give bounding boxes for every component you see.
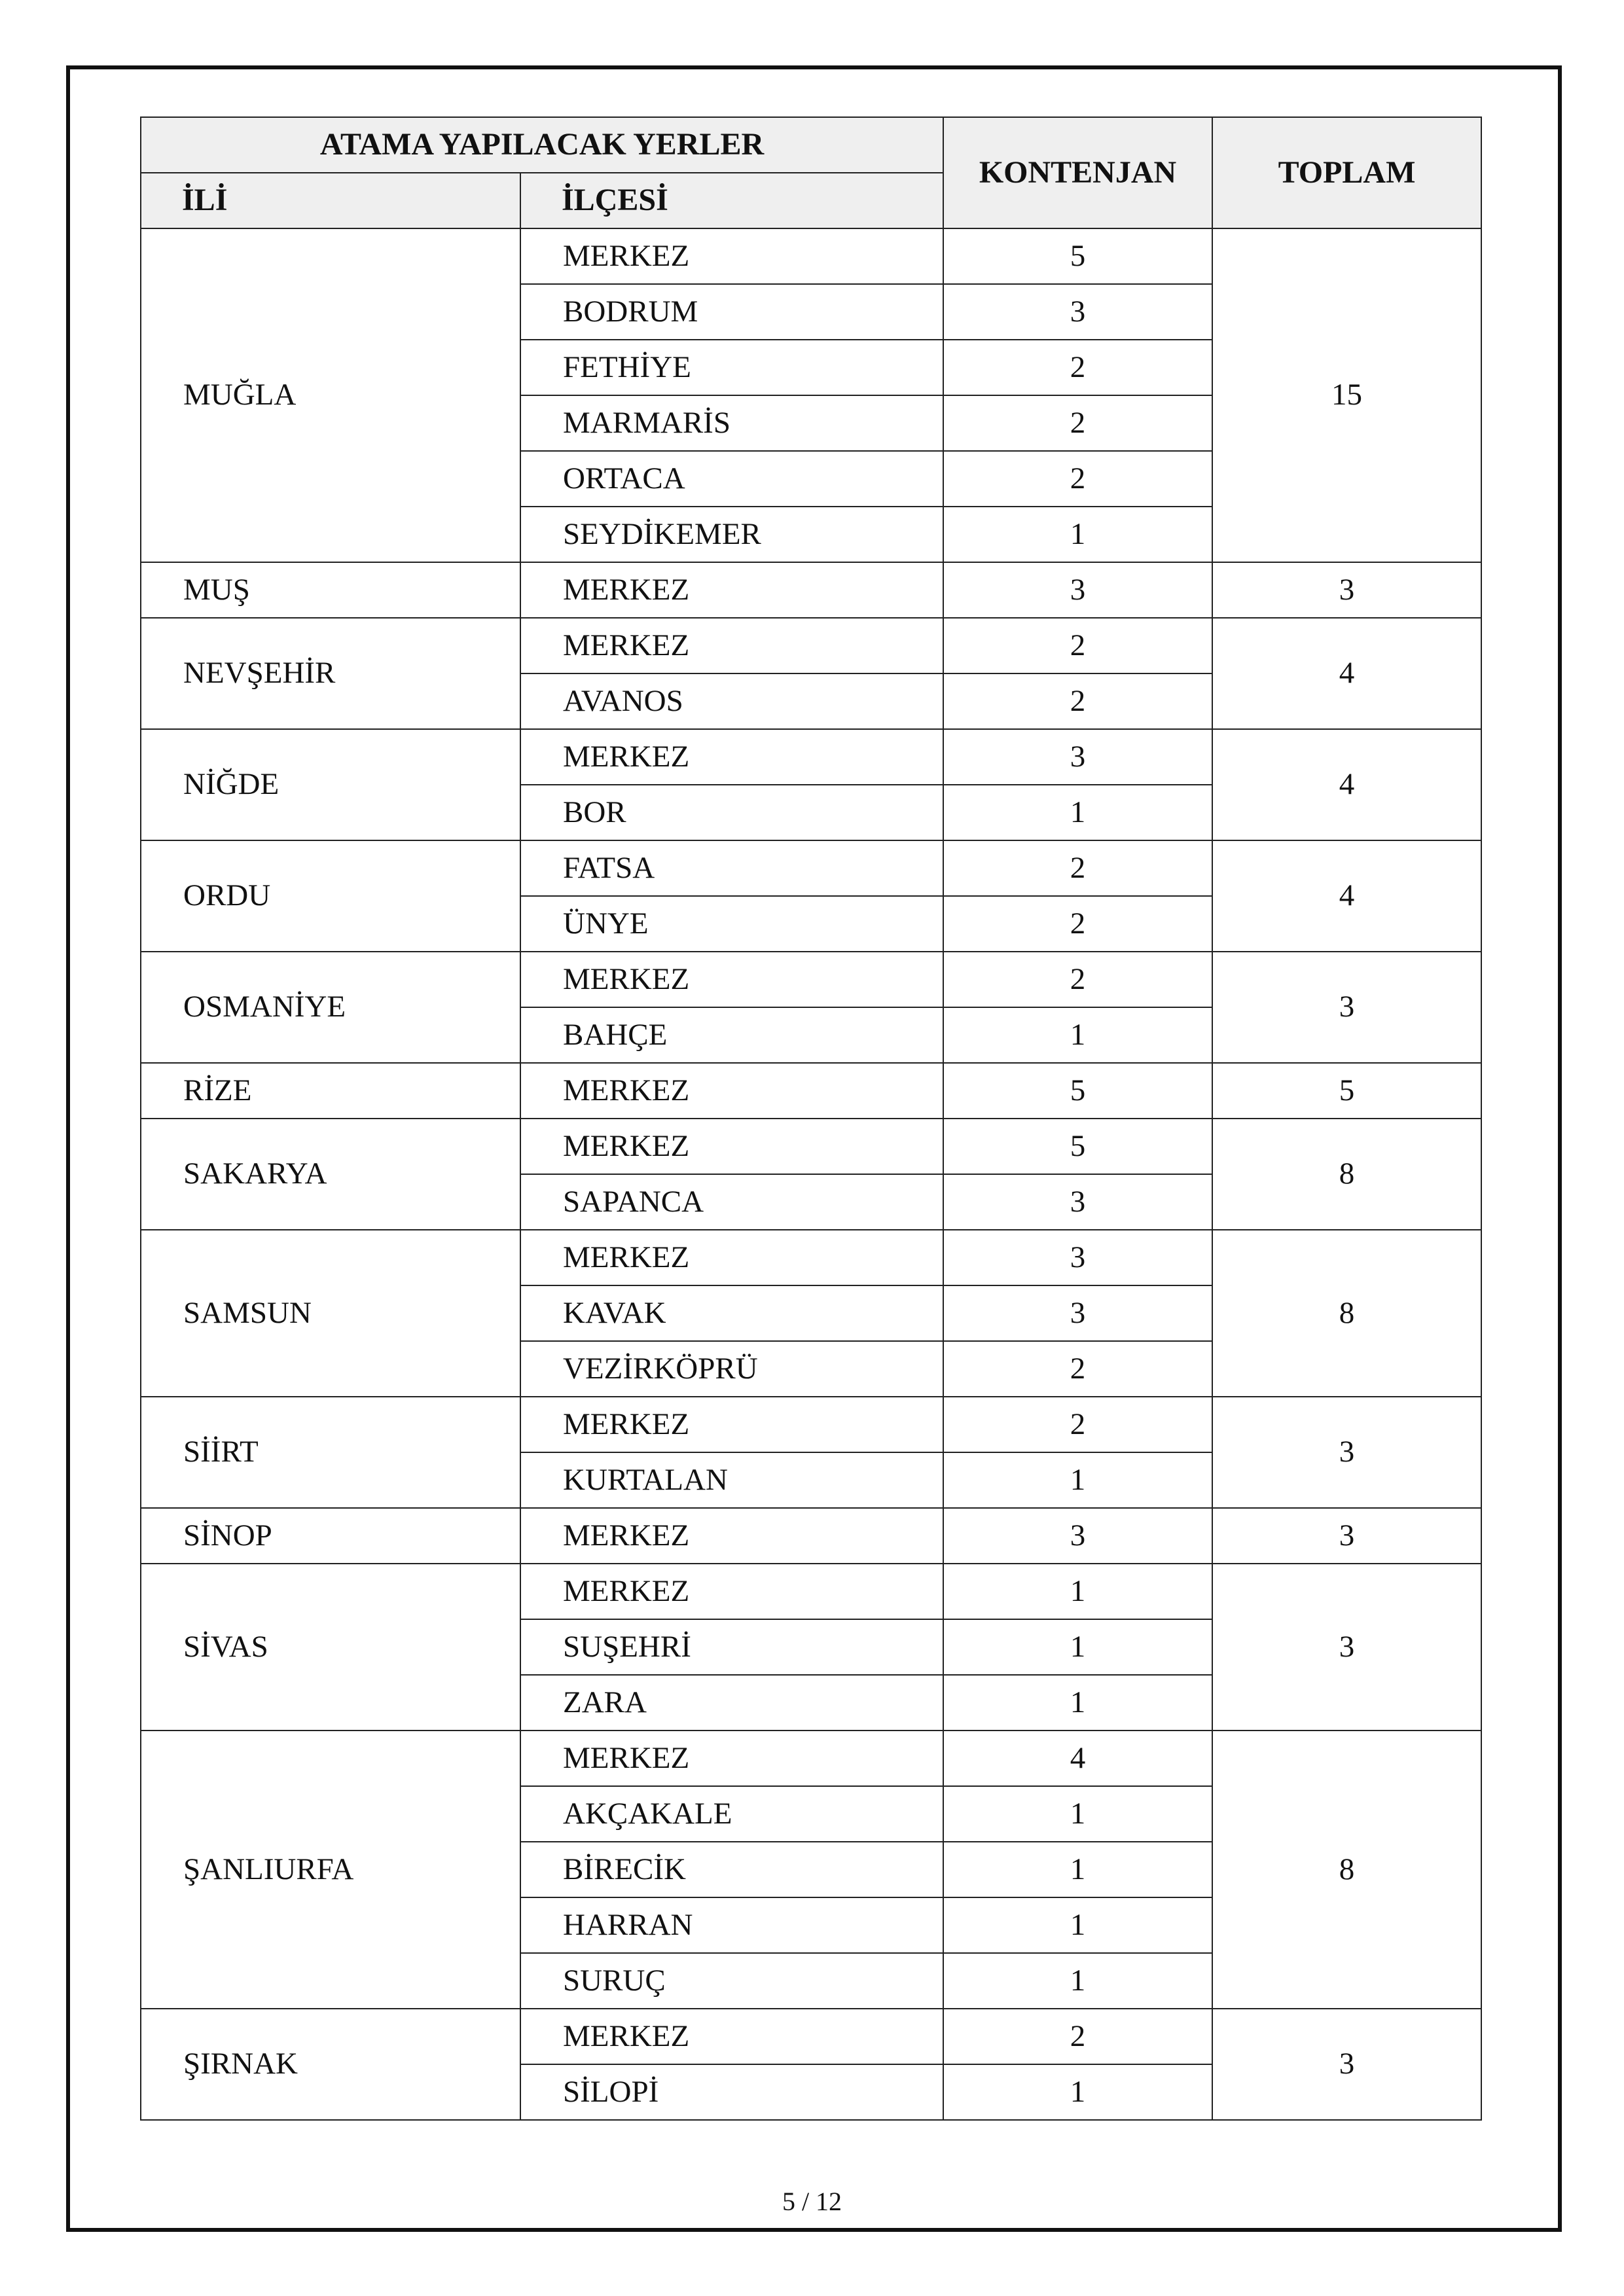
province-name: NİĞDE xyxy=(141,729,520,840)
province-total: 3 xyxy=(1212,1564,1481,1731)
district-name: SİLOPİ xyxy=(520,2064,943,2120)
district-quota: 1 xyxy=(943,1675,1212,1731)
province-name: ORDU xyxy=(141,840,520,952)
district-quota: 2 xyxy=(943,451,1212,507)
district-quota: 3 xyxy=(943,729,1212,785)
district-name: FETHİYE xyxy=(520,340,943,395)
province-total: 8 xyxy=(1212,1731,1481,2009)
table-body xyxy=(141,228,1481,2120)
district-name: SAPANCA xyxy=(520,1174,943,1230)
header-toplam: TOPLAM xyxy=(1212,117,1481,228)
province-total: 3 xyxy=(1212,562,1481,618)
district-quota: 2 xyxy=(943,896,1212,952)
table-row xyxy=(141,1063,1481,1119)
district-quota: 2 xyxy=(943,1397,1212,1452)
table-row xyxy=(141,1119,1481,1174)
district-quota: 4 xyxy=(943,1731,1212,1786)
district-quota: 2 xyxy=(943,840,1212,896)
district-name: BİRECİK xyxy=(520,1842,943,1897)
district-name: BAHÇE xyxy=(520,1007,943,1063)
district-name: ÜNYE xyxy=(520,896,943,952)
district-name: SUŞEHRİ xyxy=(520,1619,943,1675)
province-total: 3 xyxy=(1212,1508,1481,1564)
province-total: 5 xyxy=(1212,1063,1481,1119)
district-quota: 1 xyxy=(943,785,1212,840)
district-quota: 1 xyxy=(943,1786,1212,1842)
district-quota: 5 xyxy=(943,228,1212,284)
district-name: AKÇAKALE xyxy=(520,1786,943,1842)
district-quota: 1 xyxy=(943,1619,1212,1675)
table-row xyxy=(141,618,1481,673)
district-quota: 3 xyxy=(943,1230,1212,1285)
district-name: VEZİRKÖPRÜ xyxy=(520,1341,943,1397)
province-name: NEVŞEHİR xyxy=(141,618,520,729)
district-name: ORTACA xyxy=(520,451,943,507)
district-quota: 3 xyxy=(943,1174,1212,1230)
province-total: 8 xyxy=(1212,1119,1481,1230)
district-quota: 2 xyxy=(943,952,1212,1007)
province-name: SİİRT xyxy=(141,1397,520,1508)
province-total: 4 xyxy=(1212,729,1481,840)
district-name: KURTALAN xyxy=(520,1452,943,1508)
district-quota: 3 xyxy=(943,284,1212,340)
district-quota: 1 xyxy=(943,1564,1212,1619)
district-quota: 5 xyxy=(943,1063,1212,1119)
district-name: MERKEZ xyxy=(520,952,943,1007)
district-name: MERKEZ xyxy=(520,562,943,618)
header-group: ATAMA YAPILACAK YERLER xyxy=(141,117,943,173)
district-quota: 2 xyxy=(943,340,1212,395)
district-name: FATSA xyxy=(520,840,943,896)
district-name: MERKEZ xyxy=(520,1564,943,1619)
district-name: MERKEZ xyxy=(520,228,943,284)
district-name: MERKEZ xyxy=(520,1731,943,1786)
header-il: İLİ xyxy=(141,173,520,228)
district-quota: 1 xyxy=(943,1897,1212,1953)
district-quota: 2 xyxy=(943,395,1212,451)
district-quota: 2 xyxy=(943,1341,1212,1397)
province-total: 8 xyxy=(1212,1230,1481,1397)
district-quota: 3 xyxy=(943,562,1212,618)
district-name: MERKEZ xyxy=(520,1508,943,1564)
district-name: KAVAK xyxy=(520,1285,943,1341)
district-name: HARRAN xyxy=(520,1897,943,1953)
district-name: MERKEZ xyxy=(520,729,943,785)
district-quota: 1 xyxy=(943,1842,1212,1897)
district-quota: 3 xyxy=(943,1285,1212,1341)
district-quota: 1 xyxy=(943,2064,1212,2120)
district-quota: 1 xyxy=(943,507,1212,562)
header-kontenjan: KONTENJAN xyxy=(943,117,1212,228)
district-quota: 2 xyxy=(943,618,1212,673)
table-row xyxy=(141,562,1481,618)
district-name: AVANOS xyxy=(520,673,943,729)
district-name: MERKEZ xyxy=(520,1230,943,1285)
assignment-table xyxy=(140,117,1482,2121)
province-total: 3 xyxy=(1212,1397,1481,1508)
district-name: MERKEZ xyxy=(520,1063,943,1119)
district-name: MERKEZ xyxy=(520,2009,943,2064)
province-name: MUŞ xyxy=(141,562,520,618)
province-total: 3 xyxy=(1212,952,1481,1063)
district-name: BOR xyxy=(520,785,943,840)
page-number: 5 / 12 xyxy=(782,2187,842,2216)
province-name: MUĞLA xyxy=(141,228,520,562)
header-ilce: İLÇESİ xyxy=(520,173,943,228)
table-row xyxy=(141,2009,1481,2064)
province-total: 3 xyxy=(1212,2009,1481,2120)
district-quota: 2 xyxy=(943,673,1212,729)
table-row xyxy=(141,729,1481,785)
province-name: OSMANİYE xyxy=(141,952,520,1063)
province-name: SAKARYA xyxy=(141,1119,520,1230)
table-row xyxy=(141,952,1481,1007)
district-name: MERKEZ xyxy=(520,1119,943,1174)
province-name: SİNOP xyxy=(141,1508,520,1564)
district-quota: 3 xyxy=(943,1508,1212,1564)
district-quota: 1 xyxy=(943,1007,1212,1063)
district-name: MARMARİS xyxy=(520,395,943,451)
district-name: MERKEZ xyxy=(520,1397,943,1452)
district-name: SURUÇ xyxy=(520,1953,943,2009)
table-row xyxy=(141,1508,1481,1564)
table-row xyxy=(141,840,1481,896)
district-quota: 1 xyxy=(943,1452,1212,1508)
province-name: SAMSUN xyxy=(141,1230,520,1397)
table-row xyxy=(141,1564,1481,1619)
district-name: BODRUM xyxy=(520,284,943,340)
district-name: MERKEZ xyxy=(520,618,943,673)
province-name: RİZE xyxy=(141,1063,520,1119)
district-name: SEYDİKEMER xyxy=(520,507,943,562)
province-total: 4 xyxy=(1212,840,1481,952)
district-quota: 2 xyxy=(943,2009,1212,2064)
province-name: ŞIRNAK xyxy=(141,2009,520,2120)
province-name: SİVAS xyxy=(141,1564,520,1731)
province-total: 4 xyxy=(1212,618,1481,729)
table-row xyxy=(141,1731,1481,1786)
table-row xyxy=(141,1230,1481,1285)
province-total: 15 xyxy=(1212,228,1481,562)
district-quota: 5 xyxy=(943,1119,1212,1174)
table-row xyxy=(141,1397,1481,1452)
district-quota: 1 xyxy=(943,1953,1212,2009)
province-name: ŞANLIURFA xyxy=(141,1731,520,2009)
table-row xyxy=(141,228,1481,284)
district-name: ZARA xyxy=(520,1675,943,1731)
